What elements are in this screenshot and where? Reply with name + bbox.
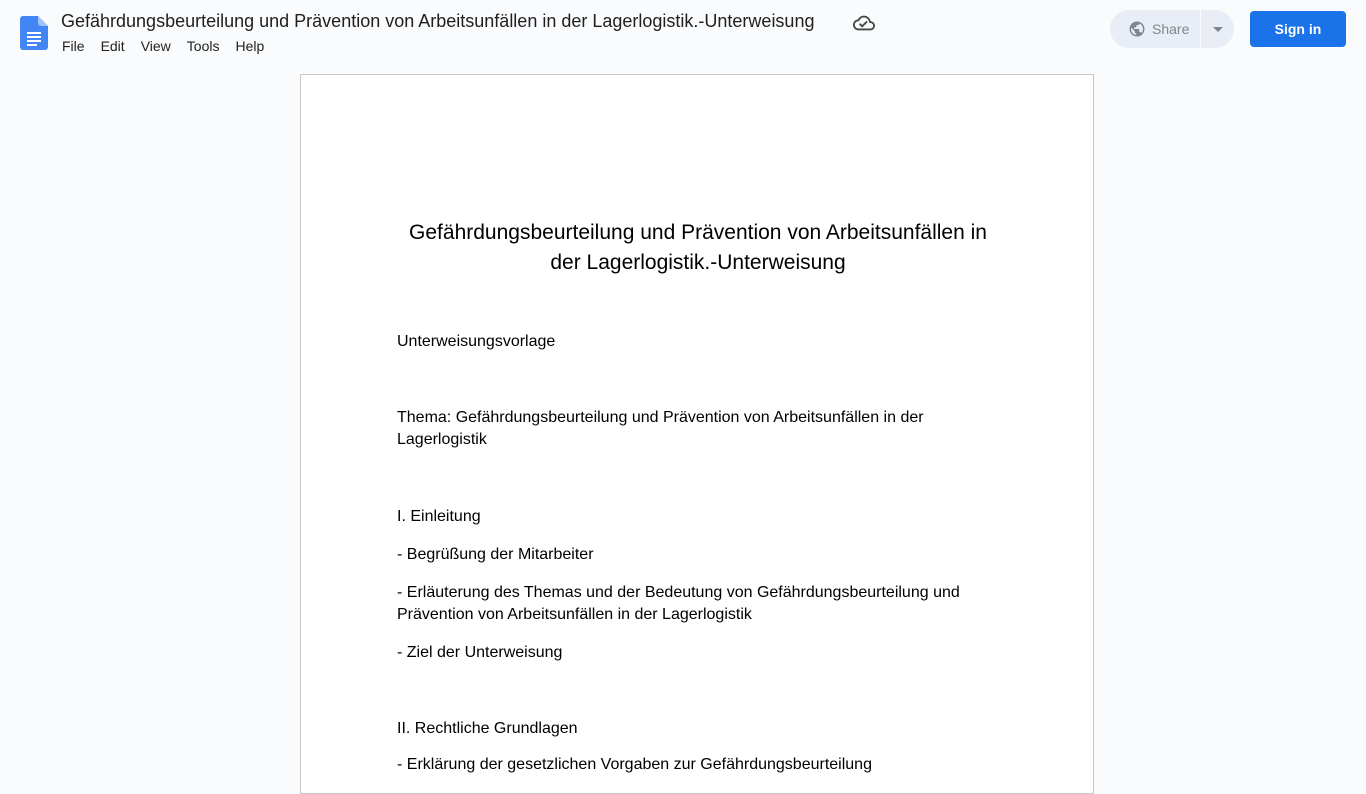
- app-header: [0, 0, 1366, 64]
- share-label: Share: [1152, 21, 1190, 37]
- doc-paragraph: Unterweisungsvorlage: [397, 333, 556, 350]
- menu-bar: [54, 36, 272, 56]
- menu-tools[interactable]: Tools: [186, 38, 220, 54]
- document-page[interactable]: [300, 74, 1094, 794]
- caret-down-icon: [1213, 27, 1223, 32]
- share-button-group: [1110, 10, 1234, 48]
- globe-icon: [1128, 20, 1146, 38]
- doc-paragraph: - Erläuterung des Themas und der Bedeutung von Gefährdungsbeurteilung und Prävention von Arbeitsunfällen in der Lagerlogistik: [397, 584, 960, 623]
- share-dropdown-button[interactable]: [1201, 10, 1234, 48]
- share-button[interactable]: [1110, 10, 1192, 48]
- doc-paragraph: Thema: Gefährdungsbeurteilung und Prävention von Arbeitsunfällen in der Lagerlogistik: [397, 409, 924, 448]
- document-heading: Gefährdungsbeurteilung und Prävention von Arbeitsunfällen in der Lagerlogistik.-Unterweisung: [409, 221, 987, 274]
- menu-view[interactable]: View: [140, 38, 171, 54]
- cloud-check-icon[interactable]: [853, 12, 875, 34]
- menu-edit[interactable]: Edit: [100, 38, 125, 54]
- doc-paragraph: - Ziel der Unterweisung: [397, 644, 563, 661]
- doc-paragraph: I. Einleitung: [397, 508, 481, 525]
- sign-in-button[interactable]: Sign in: [1250, 11, 1346, 47]
- document-title[interactable]: Gefährdungsbeurteilung und Prävention von Arbeitsunfällen in der Lagerlogistik.-Unterweisung: [61, 11, 815, 31]
- doc-paragraph: II. Rechtliche Grundlagen: [397, 720, 578, 737]
- doc-paragraph: - Begrüßung der Mitarbeiter: [397, 546, 594, 563]
- google-docs-icon[interactable]: [20, 16, 48, 50]
- menu-file[interactable]: File: [62, 38, 85, 54]
- document-body: [397, 331, 999, 776]
- menu-help[interactable]: Help: [235, 38, 265, 54]
- doc-paragraph: - Erklärung der gesetzlichen Vorgaben zur Gefährdungsbeurteilung: [397, 756, 872, 773]
